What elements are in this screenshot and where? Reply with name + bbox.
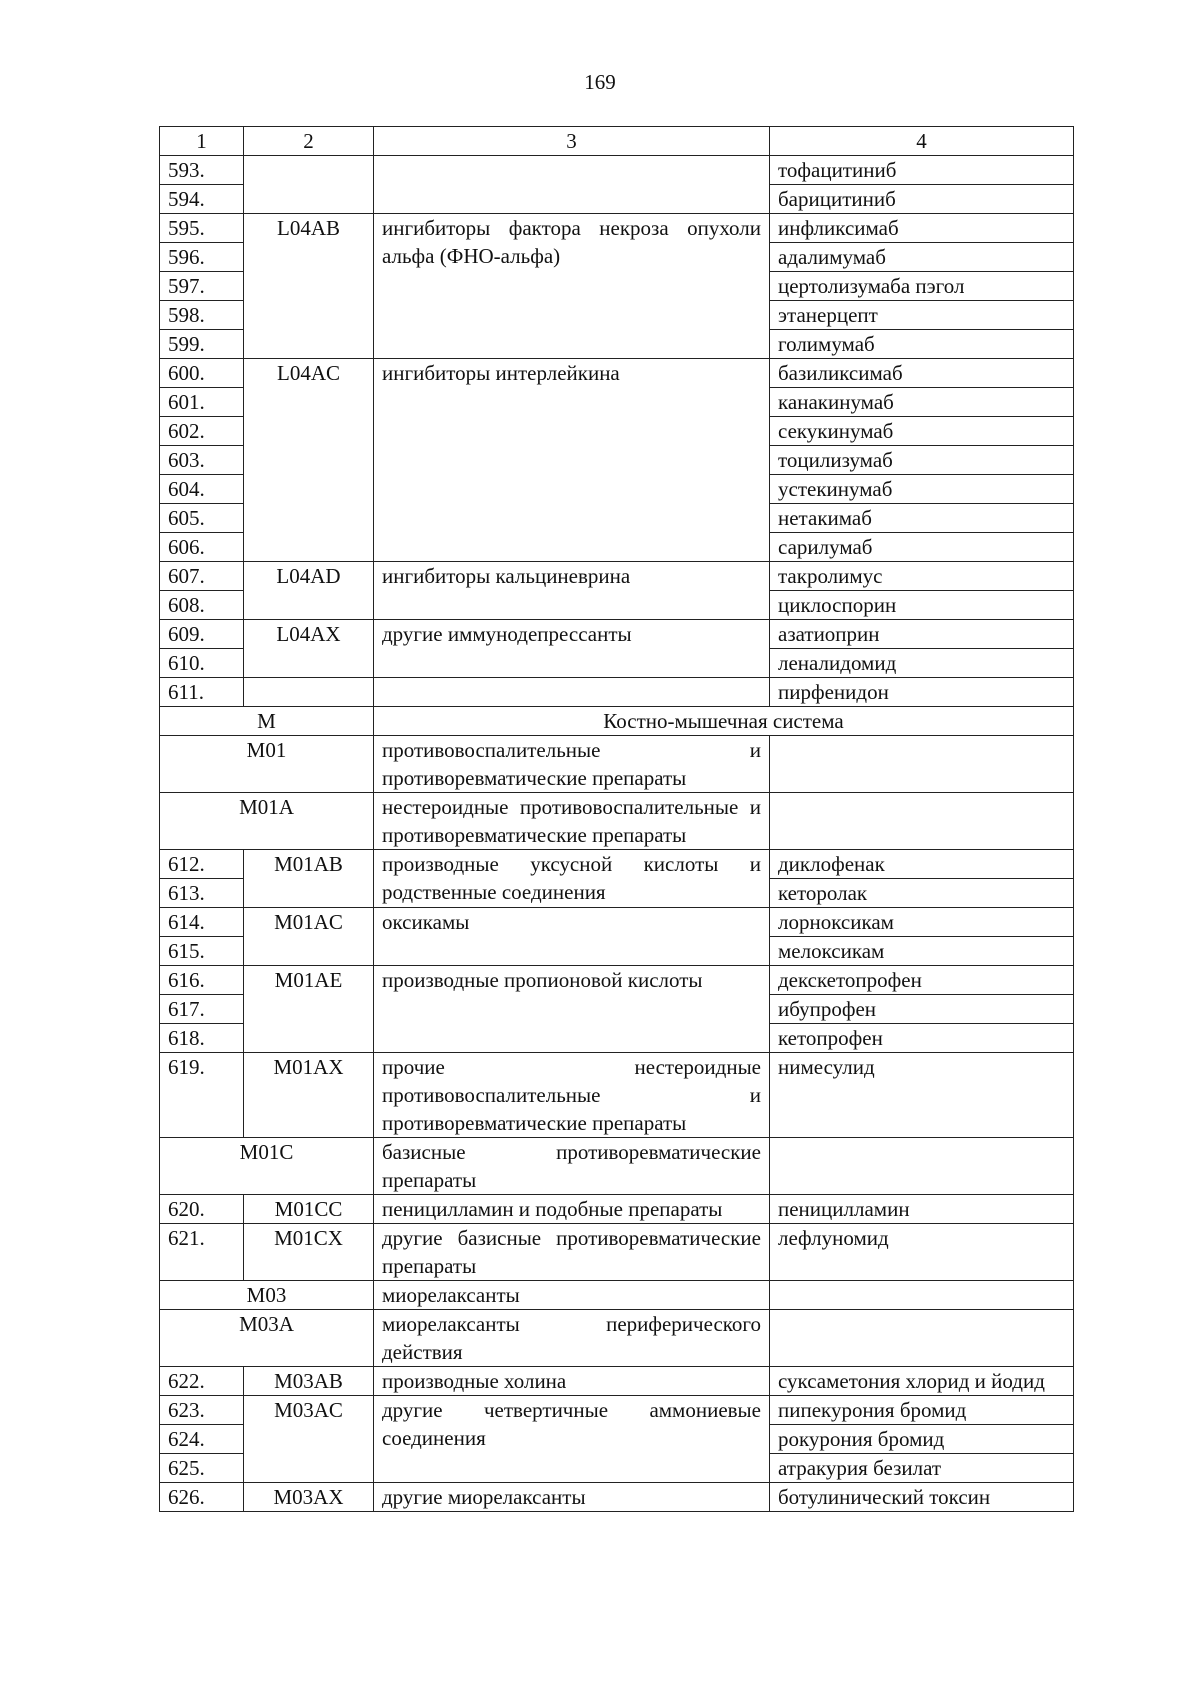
- drug-name: диклофенак: [770, 850, 1074, 879]
- atc-code: L04AC: [244, 359, 374, 562]
- row-number: 620.: [160, 1195, 244, 1224]
- drug-name: мелоксикам: [770, 937, 1074, 966]
- atc-code: M01CC: [244, 1195, 374, 1224]
- atc-code: M01AX: [244, 1053, 374, 1138]
- atc-code: M01: [160, 736, 374, 793]
- table-row: [160, 562, 1074, 591]
- group-description-cell: [374, 678, 770, 707]
- row-number: 613.: [160, 879, 244, 908]
- drug-name: секукинумаб: [770, 417, 1074, 446]
- atc-code: M01C: [160, 1138, 374, 1195]
- table-row: [160, 1367, 1074, 1396]
- section-row: [160, 793, 1074, 850]
- row-number: 602.: [160, 417, 244, 446]
- drug-name: цертолизумаба пэгол: [770, 272, 1074, 301]
- group-description: другие иммунодепрессанты: [374, 620, 770, 678]
- group-description: миорелаксанты периферического действия: [374, 1310, 770, 1367]
- drug-name: циклоспорин: [770, 591, 1074, 620]
- atc-code: M03AX: [244, 1483, 374, 1512]
- atc-code: M03AB: [244, 1367, 374, 1396]
- drug-name: атракурия безилат: [770, 1454, 1074, 1483]
- drug-name: кеторолак: [770, 879, 1074, 908]
- atc-code: M01AC: [244, 908, 374, 966]
- atc-code: L04AX: [244, 620, 374, 678]
- group-description-cell: [374, 156, 770, 214]
- drug-name-cell: [770, 793, 1074, 850]
- section-row: [160, 707, 1074, 736]
- table-row: [160, 1224, 1074, 1281]
- drug-name: голимумаб: [770, 330, 1074, 359]
- group-description: другие четвертичные аммониевые соединения: [374, 1396, 770, 1483]
- group-description: другие базисные противоревматические препараты: [374, 1224, 770, 1281]
- drug-name: декскетопрофен: [770, 966, 1074, 995]
- atc-code: L04AD: [244, 562, 374, 620]
- drug-name: этанерцепт: [770, 301, 1074, 330]
- atc-code-cell: [244, 678, 374, 707]
- row-number: 604.: [160, 475, 244, 504]
- atc-code: M01CX: [244, 1224, 374, 1281]
- table-row: [160, 359, 1074, 388]
- table-row: [160, 966, 1074, 995]
- row-number: 614.: [160, 908, 244, 937]
- row-number: 626.: [160, 1483, 244, 1512]
- table-header-row: [160, 127, 1074, 156]
- table-row: [160, 214, 1074, 243]
- drug-name: ботулинический токсин: [770, 1483, 1074, 1512]
- row-number: 618.: [160, 1024, 244, 1053]
- drug-name: лорноксикам: [770, 908, 1074, 937]
- drug-name: кетопрофен: [770, 1024, 1074, 1053]
- group-description: производные пропионовой кислоты: [374, 966, 770, 1053]
- group-description: нестероидные противовоспалительные и противоревматические препараты: [374, 793, 770, 850]
- drug-name-cell: [770, 1138, 1074, 1195]
- table-row: [160, 1483, 1074, 1512]
- group-description: прочие нестероидные противовоспалительные и противоревматические препараты: [374, 1053, 770, 1138]
- row-number: 594.: [160, 185, 244, 214]
- header-col-3: 3: [374, 127, 770, 156]
- row-number: 619.: [160, 1053, 244, 1138]
- atc-code: M01AB: [244, 850, 374, 908]
- table-row: [160, 678, 1074, 707]
- group-description: оксикамы: [374, 908, 770, 966]
- drug-name: такролимус: [770, 562, 1074, 591]
- drug-name: азатиоприн: [770, 620, 1074, 649]
- atc-code: M01A: [160, 793, 374, 850]
- drug-name: лефлуномид: [770, 1224, 1074, 1281]
- section-row: [160, 1281, 1074, 1310]
- drug-name: пипекурония бромид: [770, 1396, 1074, 1425]
- row-number: 611.: [160, 678, 244, 707]
- row-number: 601.: [160, 388, 244, 417]
- atc-code-cell: [244, 156, 374, 214]
- header-col-1: 1: [160, 127, 244, 156]
- drug-name: тоцилизумаб: [770, 446, 1074, 475]
- section-row: [160, 1138, 1074, 1195]
- row-number: 617.: [160, 995, 244, 1024]
- page-number: 169: [584, 70, 616, 94]
- atc-code: M03AC: [244, 1396, 374, 1483]
- group-description: другие миорелаксанты: [374, 1483, 770, 1512]
- group-description: производные холина: [374, 1367, 770, 1396]
- row-number: 605.: [160, 504, 244, 533]
- row-number: 597.: [160, 272, 244, 301]
- row-number: 625.: [160, 1454, 244, 1483]
- row-number: 600.: [160, 359, 244, 388]
- drug-name: нимесулид: [770, 1053, 1074, 1138]
- row-number: 593.: [160, 156, 244, 185]
- row-number: 596.: [160, 243, 244, 272]
- drug-name-cell: [770, 1281, 1074, 1310]
- drug-name: устекинумаб: [770, 475, 1074, 504]
- atc-code: M01AE: [244, 966, 374, 1053]
- row-number: 608.: [160, 591, 244, 620]
- section-title: Костно-мышечная система: [374, 707, 1074, 736]
- drug-name: ибупрофен: [770, 995, 1074, 1024]
- drug-name-cell: [770, 736, 1074, 793]
- row-number: 624.: [160, 1425, 244, 1454]
- drug-table: [159, 126, 1074, 1512]
- drug-name: рокурония бромид: [770, 1425, 1074, 1454]
- row-number: 607.: [160, 562, 244, 591]
- group-description: пеницилламин и подобные препараты: [374, 1195, 770, 1224]
- group-description: производные уксусной кислоты и родственные соединения: [374, 850, 770, 908]
- drug-name: сарилумаб: [770, 533, 1074, 562]
- row-number: 606.: [160, 533, 244, 562]
- table-row: [160, 1195, 1074, 1224]
- group-description: ингибиторы интерлейкина: [374, 359, 770, 562]
- header-col-2: 2: [244, 127, 374, 156]
- group-description: ингибиторы кальциневрина: [374, 562, 770, 620]
- row-number: 623.: [160, 1396, 244, 1425]
- group-description: миорелаксанты: [374, 1281, 770, 1310]
- drug-name: пеницилламин: [770, 1195, 1074, 1224]
- drug-name: базиликсимаб: [770, 359, 1074, 388]
- section-row: [160, 1310, 1074, 1367]
- row-number: 603.: [160, 446, 244, 475]
- atc-code: M: [160, 707, 374, 736]
- drug-name: нетакимаб: [770, 504, 1074, 533]
- drug-name: пирфенидон: [770, 678, 1074, 707]
- drug-name: канакинумаб: [770, 388, 1074, 417]
- table-row: [160, 908, 1074, 937]
- group-description: базисные противоревматические препараты: [374, 1138, 770, 1195]
- drug-name: суксаметония хлорид и йодид: [770, 1367, 1074, 1396]
- row-number: 598.: [160, 301, 244, 330]
- table-row: [160, 156, 1074, 185]
- atc-code: M03A: [160, 1310, 374, 1367]
- table-row: [160, 1053, 1074, 1138]
- row-number: 609.: [160, 620, 244, 649]
- atc-code: M03: [160, 1281, 374, 1310]
- drug-name: инфликсимаб: [770, 214, 1074, 243]
- row-number: 610.: [160, 649, 244, 678]
- header-col-4: 4: [770, 127, 1074, 156]
- group-description: противовоспалительные и противоревматические препараты: [374, 736, 770, 793]
- row-number: 615.: [160, 937, 244, 966]
- drug-name: леналидомид: [770, 649, 1074, 678]
- row-number: 621.: [160, 1224, 244, 1281]
- table-row: [160, 620, 1074, 649]
- section-row: [160, 736, 1074, 793]
- drug-name: адалимумаб: [770, 243, 1074, 272]
- drug-name: тофацитиниб: [770, 156, 1074, 185]
- row-number: 622.: [160, 1367, 244, 1396]
- table-row: [160, 850, 1074, 879]
- atc-code: L04AB: [244, 214, 374, 359]
- table-row: [160, 1396, 1074, 1425]
- drug-name: барицитиниб: [770, 185, 1074, 214]
- row-number: 599.: [160, 330, 244, 359]
- row-number: 612.: [160, 850, 244, 879]
- row-number: 595.: [160, 214, 244, 243]
- row-number: 616.: [160, 966, 244, 995]
- drug-name-cell: [770, 1310, 1074, 1367]
- group-description: ингибиторы фактора некроза опухоли альфа (ФНО-альфа): [374, 214, 770, 359]
